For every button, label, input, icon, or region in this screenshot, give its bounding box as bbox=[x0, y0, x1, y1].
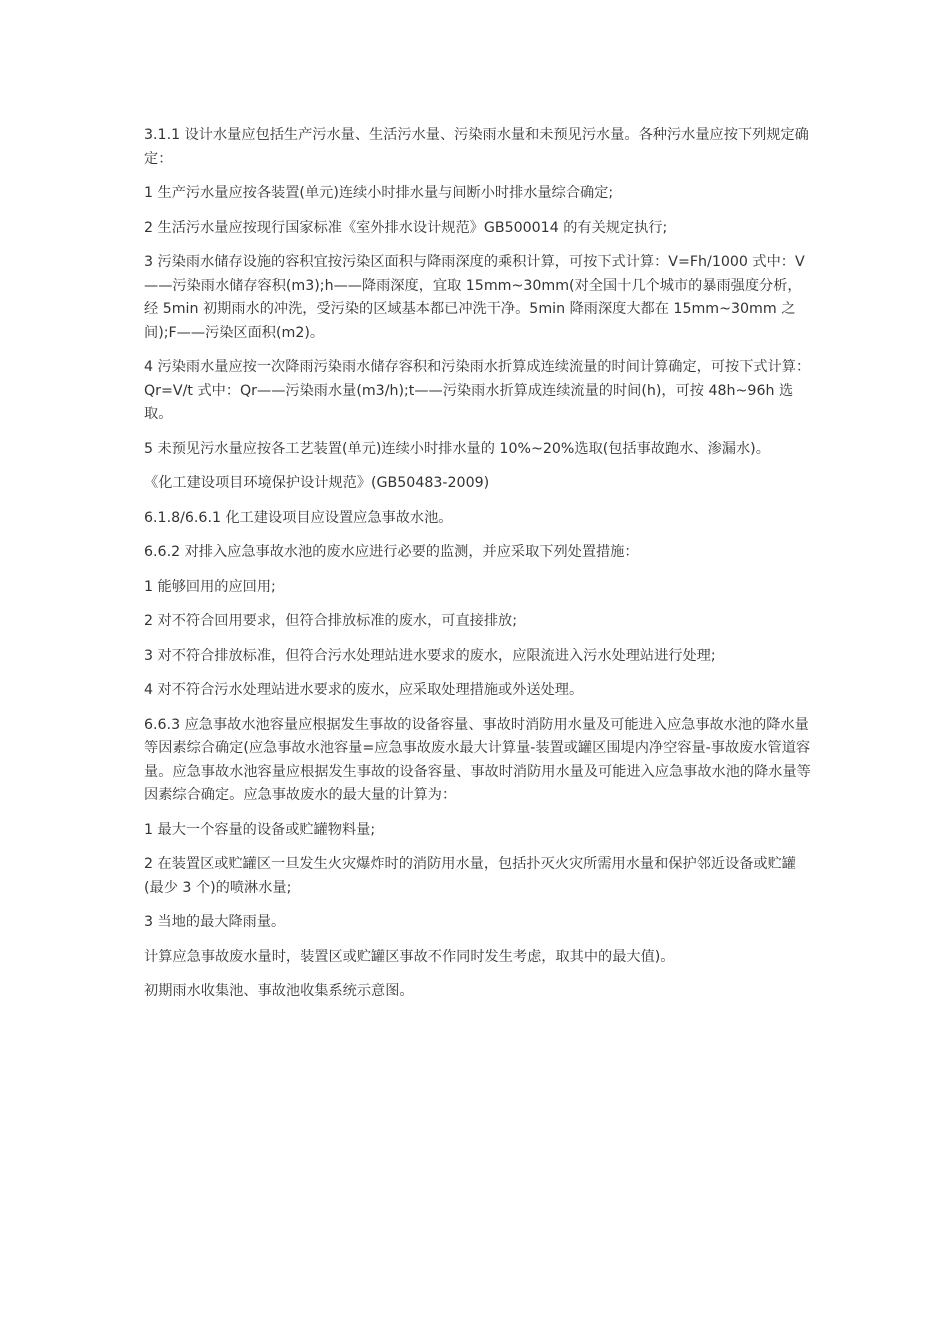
document-body bbox=[144, 124, 814, 1015]
calc-max-equipment: 1 最大一个容量的设备或贮罐物料量; bbox=[144, 821, 376, 838]
measure-external-treatment: 4 对不符合污水处理站进水要求的废水，应采取处理措施或外送处理。 bbox=[144, 682, 584, 698]
calc-max-rainfall: 3 当地的最大降雨量。 bbox=[144, 914, 286, 930]
clause-6-1-8: 6.1.8/6.6.1 化工建设项目应设置应急事故水池。 bbox=[144, 509, 453, 526]
diagram-caption: 初期雨水收集池、事故池收集系统示意图。 bbox=[144, 983, 414, 999]
item-production-wastewater: 1 生产污水量应按各装置(单元)连续小时排水量与间断小时排水量综合确定; bbox=[144, 185, 614, 201]
item-domestic-wastewater: 2 生活污水量应按现行国家标准《室外排水设计规范》GB500014 的有关规定执行; bbox=[144, 219, 668, 236]
item-rainwater-flow: 4 污染雨水量应按一次降雨污染雨水储存容积和污染雨水折算成连续流量的时间计算确定，可按下式计算：Qr=V/t 式中：Qr——污染雨水量(m3/h);t——污染雨水折算成连续流量的时间(h)，可按 48h~96h 选取。 bbox=[144, 359, 811, 422]
measure-direct-discharge: 2 对不符合回用要求，但符合排放标准的废水，可直接排放; bbox=[144, 613, 518, 629]
item-unforeseen-wastewater: 5 未预见污水量应按各工艺装置(单元)连续小时排水量的 10%~20%选取(包括事故跑水、渗漏水)。 bbox=[144, 440, 770, 457]
calc-firefighting-water: 2 在装置区或贮罐区一旦发生火灾爆炸时的消防用水量，包括扑灭火灾所需用水量和保护邻近设备或贮罐(最少 3 个)的喷淋水量; bbox=[144, 856, 796, 896]
measure-reuse: 1 能够回用的应回用; bbox=[144, 578, 276, 595]
item-rainwater-storage: 3 污染雨水储存设施的容积宜按污染区面积与降雨深度的乘积计算，可按下式计算：V=Fh/1000 式中：V——污染雨水储存容积(m3);h——降雨深度，宜取 15mm~30mm(对全国十几个城市的暴雨强度分析，经 5min 初期雨水的冲洗，受污染的区域基本都已冲洗干净。5min 降雨深度大都在 15mm~30mm 之间);F——污染区面积(m2)。 bbox=[144, 254, 805, 341]
standard-title: 《化工建设项目环境保护设计规范》(GB50483-2009) bbox=[144, 475, 490, 491]
clause-3-1-1: 3.1.1 设计水量应包括生产污水量、生活污水量、污染雨水量和未预见污水量。各种污水量应按下列规定确定： bbox=[144, 127, 809, 167]
clause-6-6-3: 6.6.3 应急事故水池容量应根据发生事故的设备容量、事故时消防用水量及可能进入应急事故水池的降水量等因素综合确定(应急事故水池容量=应急事故废水最大计算量-装置或罐区围堤内净空容量-事故废水管道容量。应急事故水池容量应根据发生事故的设备容量、事故时消防用水量及可能进入应急事故水池的降水量等因素综合确定。应急事故废水的最大量的计算为： bbox=[144, 716, 811, 803]
measure-limited-flow: 3 对不符合排放标准，但符合污水处理站进水要求的废水，应限流进入污水处理站进行处理; bbox=[144, 647, 716, 664]
clause-6-6-2: 6.6.2 对排入应急事故水池的废水应进行必要的监测，并应采取下列处置措施： bbox=[144, 544, 639, 560]
calc-note: 计算应急事故废水量时，装置区或贮罐区事故不作同时发生考虑，取其中的最大值)。 bbox=[144, 948, 675, 965]
